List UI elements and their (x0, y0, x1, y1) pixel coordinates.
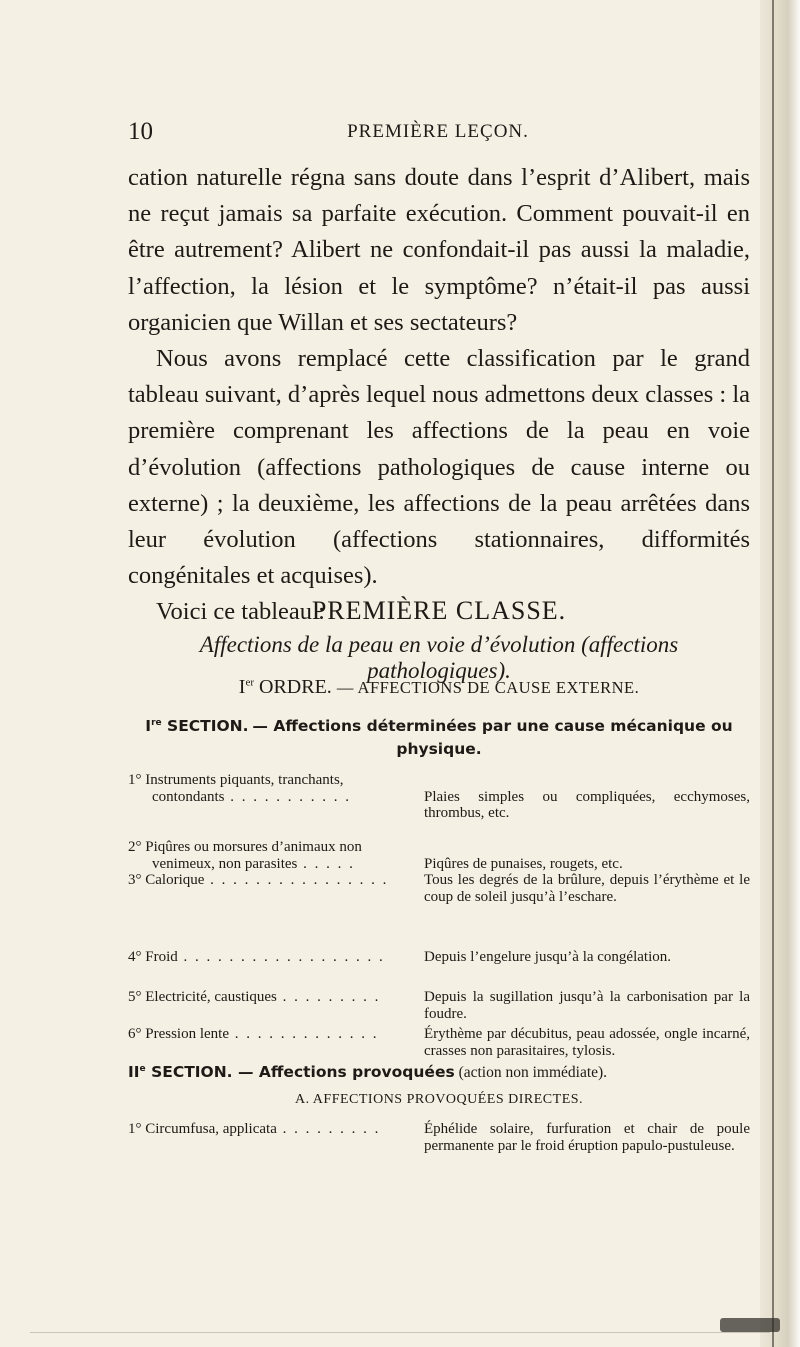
paragraph-3: Voici ce tableau : (156, 598, 325, 626)
row-num: 2° (128, 839, 142, 855)
row-right: Depuis l’engelure jusqu’à la congélation. (424, 949, 672, 965)
ordre-rest: — AFFECTIONS DE CAUSE EXTERNE. (336, 678, 640, 697)
section-1-title: — Affections déterminées par une cause mécanique ou physique. (252, 717, 733, 759)
paragraph-2: Nous avons remplacé cette classification par le grand tableau suivant, d’après lequel nous admettons deux classes : la première comprenant les affections de la peau en voie d’évolution (affections pathologiques de cause interne ou externe) ; la deuxième, les affections de la peau arrêtées dans leur évolution (affections stationnaires, difformités congénitales et acquises). (128, 345, 750, 590)
ordre-label: ORDRE. (259, 676, 332, 698)
section-2-bold: — Affections provoquées (237, 1063, 455, 1081)
ordre-sup: er (245, 676, 255, 689)
row-left: 1° Circumfusa, applicata . . . . . . . . . (128, 1121, 381, 1137)
paragraph-1: cation naturelle régna sans doute dans l’esprit d’Alibert, mais ne reçut jamais sa parfaite exécution. Comment pouvait-il en être autrement? Alibert ne confondait-il pas aussi la maladie, l’affection, la lésion et le symptôme? n’était-il pas aussi organicien que Willan et ses sectateurs? (128, 164, 750, 336)
row-left-a: Froid (145, 949, 178, 965)
row-left: 1° Instruments piquants, tranchants, contondants . . . . . . . . . . . (128, 772, 351, 805)
row-num: 6° (128, 1026, 142, 1042)
section-1-label: SECTION. (167, 717, 249, 736)
row-left-a: Pression lente (145, 1026, 229, 1042)
row-left-a: Calorique (145, 872, 205, 888)
row-num: 1° (128, 1121, 142, 1137)
row-left-b: venimeux, non parasites (152, 855, 298, 872)
ordre-heading (128, 676, 750, 699)
section-2-rest: (action non immédiate). (458, 1064, 608, 1081)
row-right: Depuis la sugillation jusqu’à la carbonisation par la foudre. (424, 989, 750, 1022)
section-2-label: SECTION. (151, 1063, 233, 1081)
section-2-heading (128, 1063, 750, 1082)
bottom-rule (30, 1332, 770, 1333)
section-1-heading (128, 712, 750, 761)
row-right: Piqûres de punaises, rougets, etc. (424, 855, 623, 872)
section-1-sup: re (151, 718, 162, 728)
row-right: Tous les degrés de la brûlure, depuis l’érythème et le coup de soleil jusqu’à l’eschare. (424, 872, 750, 905)
section-1-num: I (145, 717, 152, 736)
row-left-a: Electricité, caustiques (145, 989, 277, 1005)
ink-smudge (720, 1318, 780, 1332)
row-left: 4° Froid . . . . . . . . . . . . . . . . . . (128, 949, 385, 965)
running-title: PREMIÈRE LEÇON. (347, 121, 529, 142)
row-right: Plaies simples ou compliquées, ecchymoses, thrombus, etc. (424, 788, 750, 821)
row-left-a: Instruments piquants, tranchants, (145, 772, 344, 788)
body-text (128, 160, 750, 631)
page-edge (760, 0, 800, 1347)
binding-line (772, 0, 774, 1347)
row-num: 5° (128, 989, 142, 1005)
row-left: 2° Piqûres ou morsures d’animaux non venimeux, non parasites . . . . . (128, 839, 362, 872)
row-left: 3° Calorique . . . . . . . . . . . . . . . . (128, 872, 389, 888)
row-right: Érythème par décubitus, peau adossée, ongle incarné, crasses non parasitaires, tylosis. (424, 1026, 750, 1059)
row-left-b: contondants (152, 788, 225, 805)
row-num: 4° (128, 949, 142, 965)
page-number: 10 (128, 118, 153, 145)
running-header (128, 118, 748, 148)
row-num: 1° (128, 772, 142, 788)
row-left: 5° Electricité, caustiques . . . . . . . . . (128, 989, 381, 1005)
row-left-a: Piqûres ou morsures d’animaux non (145, 839, 362, 855)
classe-heading: PREMIÈRE CLASSE. (311, 596, 567, 625)
ordre-num: I (238, 676, 246, 698)
affections-heading: Affections de la peau en voie d’évolution (affections pathologiques). (199, 632, 679, 683)
section-2-sup: e (139, 1063, 146, 1074)
subsection-a-heading: A. AFFECTIONS PROVOQUÉES DIRECTES. (294, 1092, 584, 1107)
row-num: 3° (128, 872, 142, 888)
section-2-num: II (128, 1063, 140, 1081)
row-right: Éphélide solaire, furfuration et chair de poule permanente par le froid éruption papulo-pustuleuse. (424, 1121, 750, 1154)
row-left: 6° Pression lente . . . . . . . . . . . . . (128, 1026, 379, 1042)
row-left-a: Circumfusa, applicata (145, 1121, 277, 1137)
